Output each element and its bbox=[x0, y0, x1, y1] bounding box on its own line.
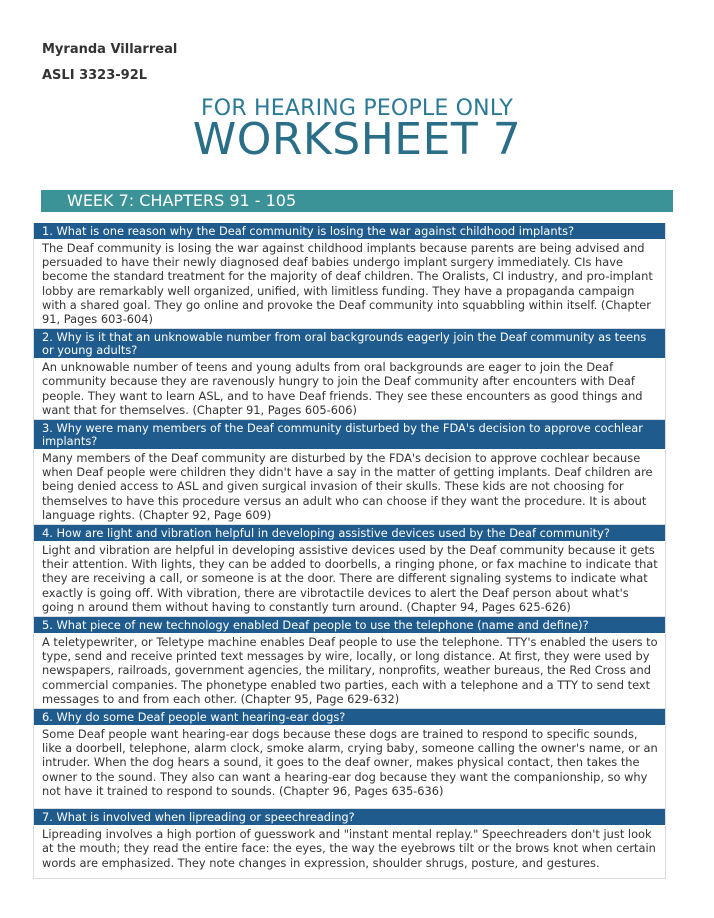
answer-5: A teletypewriter, or Teletype machine enables Deaf people to use the telephone. TTY's enabled the users to type, send and receive printed text messages by wire, locally, or long distance. At first, they were used by newspapers, railroads, government agencies, the military, nonprofits, weather bureaus, the Red Cross and commercial companies. The phonetype enabled two parties, each with a telephone and a TTY to send text messages to and from each other. (Chapter 95, Page 629-632) bbox=[42, 635, 658, 706]
answer-1: The Deaf community is losing the war against childhood implants because parents are being advised and persuaded to have their newly diagnosed deaf babies undergo implant surgery immediately. CIs have become the standard treatment for the majority of deaf children. The Oralists, CI industry, and pro-implant lobby are remarkably well organized, unified, with limitless funding. They have a propaganda campaign with a shared goal. They go online and provoke the Deaf community into squabbling within itself. (Chapter 91, Pages 603-604) bbox=[42, 241, 653, 327]
worksheet-subtitle: FOR HEARING PEOPLE ONLY bbox=[200, 96, 514, 121]
question-2: 2. Why is it that an unknowable number from oral backgrounds eagerly join the Deaf community as teens or young adults? bbox=[34, 329, 665, 358]
worksheet-title: WORKSHEET 7 bbox=[192, 114, 522, 165]
question-7: 7. What is involved when lipreading or speechreading? bbox=[34, 809, 665, 825]
question-1: 1. What is one reason why the Deaf community is losing the war against childhood implants? bbox=[34, 223, 665, 239]
spacer bbox=[34, 800, 665, 808]
question-block-3 bbox=[33, 420, 666, 525]
week-heading: WEEK 7: CHAPTERS 91 - 105 bbox=[41, 190, 673, 212]
question-block-2 bbox=[33, 329, 666, 420]
question-block-1 bbox=[33, 223, 666, 329]
question-6: 6. Why do some Deaf people want hearing-ear dogs? bbox=[34, 709, 665, 725]
course-code: ASLI 3323-92L bbox=[42, 68, 148, 83]
question-block-5 bbox=[33, 617, 666, 709]
answer-4: Light and vibration are helpful in developing assistive devices used by the Deaf community because it gets their attention. With lights, they can be added to doorbells, a ringing phone, or fax machine to indicate that they are receiving a call, or someone is at the door. There are different signaling systems to indicate what exactly is going off. With vibration, there are vibrotactile devices to alert the Deaf person about what's going n around them without having to constantly turn around. (Chapter 94, Pages 625-626) bbox=[42, 543, 658, 614]
answer-2: An unknowable number of teens and young adults from oral backgrounds are eager to join the Deaf community because they are ravenously hungry to join the Deaf community after encounters with Deaf people. They want to learn ASL, and to have Deaf friends. They see these encounters as good things and want that for themselves. (Chapter 91, Pages 605-606) bbox=[42, 360, 643, 417]
question-block-6 bbox=[33, 709, 666, 809]
question-3: 3. Why were many members of the Deaf community disturbed by the FDA's decision to approve cochlear implants? bbox=[34, 420, 665, 449]
student-name: Myranda Villarreal bbox=[42, 42, 178, 57]
question-block-7 bbox=[33, 809, 666, 879]
answer-3: Many members of the Deaf community are disturbed by the FDA's decision to approve cochlear because when Deaf people were children they didn't have a say in the matter of getting implants. Deaf children are being denied access to ASL and given surgical invasion of their skulls. These kids are not choosing for themselves to have this procedure versus an adult who can choose if they want the procedure. It is about language rights. (Chapter 92, Page 609) bbox=[42, 451, 653, 522]
question-5: 5. What piece of new technology enabled Deaf people to use the telephone (name and define)? bbox=[34, 617, 665, 633]
answer-7: Lipreading involves a high portion of guesswork and "instant mental replay." Speechreaders don't just look at the mouth; they read the entire face: the eyes, the way the eyebrows tilt or the brows knot when certain words are emphasized. They note changes in expression, shoulder shrugs, posture, and gestures. bbox=[42, 827, 656, 870]
question-4: 4. How are light and vibration helpful in developing assistive devices used by the Deaf community? bbox=[34, 525, 665, 541]
answer-6: Some Deaf people want hearing-ear dogs because these dogs are trained to respond to specific sounds, like a doorbell, telephone, alarm clock, smoke alarm, crying baby, someone calling the owner's name, or an intruder. When the dog hears a sound, it goes to the deaf owner, makes physical contact, then takes the owner to the sound. They also can want a hearing-ear dog because they want the companionship, so why not have it trained to respond to sounds. (Chapter 96, Pages 635-636) bbox=[42, 727, 658, 798]
question-list bbox=[33, 223, 666, 879]
question-block-4 bbox=[33, 525, 666, 617]
